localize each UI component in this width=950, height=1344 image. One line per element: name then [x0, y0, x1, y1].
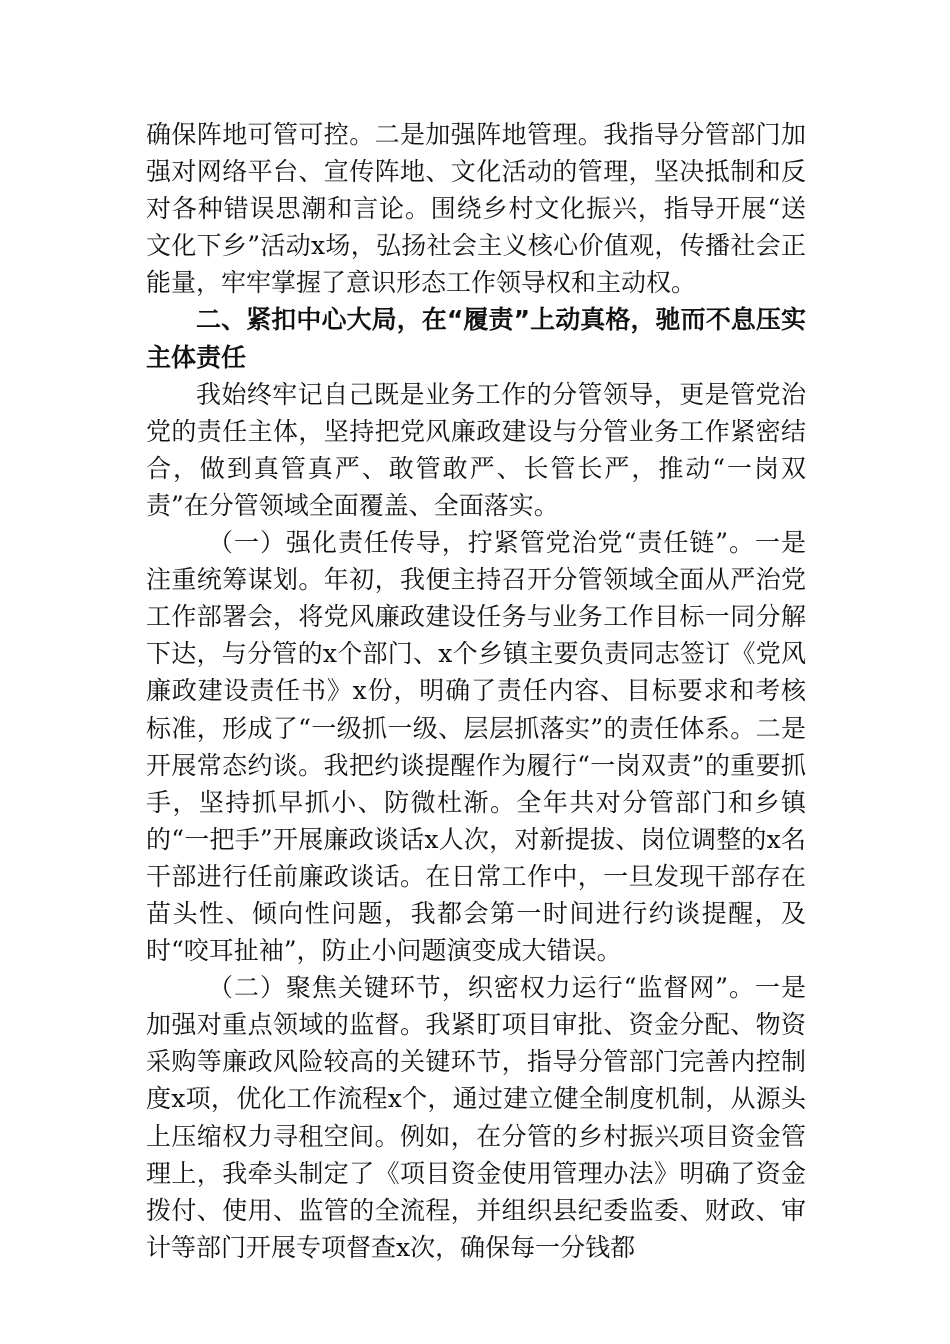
paragraph-section-intro: 我始终牢记自己既是业务工作的分管领导，更是管党治党的责任主体，坚持把党风廉政建设与分管业务工作紧密结合，做到真管真严、敢管敢严、长管长严，推动“一岗双责”在分管领域全面覆盖、全面落实。 — [146, 379, 806, 520]
document-body — [146, 116, 806, 1266]
paragraph-ideology-position: 确保阵地可管可控。二是加强阵地管理。我指导分管部门加强对网络平台、宣传阵地、文化活动的管理，坚决抵制和反对各种错误思潮和言论。围绕乡村文化振兴，指导开展“送文化下乡”活动x场，弘扬社会主义核心价值观，传播社会正能量，牢牢掌握了意识形态工作领导权和主动权。 — [146, 120, 806, 298]
section-heading-two: 二、紧扣中心大局，在“履责”上动真格，驰而不息压实主体责任 — [146, 305, 806, 372]
paragraph-supervision-network: （二）聚焦关键环节，织密权力运行“监督网”。一是加强对重点领域的监督。我紧盯项目审批、资金分配、物资采购等廉政风险较高的关键环节，指导分管部门完善内控制度x项，优化工作流程x个，通过建立健全制度机制，从源头上压缩权力寻租空间。例如，在分管的乡村振兴项目资金管理上，我牵头制定了《项目资金使用管理办法》明确了资金拨付、使用、监管的全流程，并组织县纪委监委、财政、审计等部门开展专项督查x次，确保每一分钱都 — [146, 973, 806, 1262]
paragraph-responsibility-chain: （一）强化责任传导，拧紧管党治党“责任链”。一是注重统筹谋划。年初，我便主持召开分管领域全面从严治党工作部署会，将党风廉政建设任务与业务工作目标一同分解下达，与分管的x个部门、x个乡镇主要负责同志签订《党风廉政建设责任书》x份，明确了责任内容、目标要求和考核标准，形成了“一级抓一级、层层抓落实”的责任体系。二是开展常态约谈。我把约谈提醒作为履行“一岗双责”的重要抓手，坚持抓早抓小、防微杜渐。全年共对分管部门和乡镇的“一把手”开展廉政谈话x人次，对新提拔、岗位调整的x名干部进行任前廉政谈话。在日常工作中，一旦发现干部存在苗头性、倾向性问题，我都会第一时间进行约谈提醒，及时“咬耳扯袖”，防止小问题演变成大错误。 — [146, 528, 806, 966]
